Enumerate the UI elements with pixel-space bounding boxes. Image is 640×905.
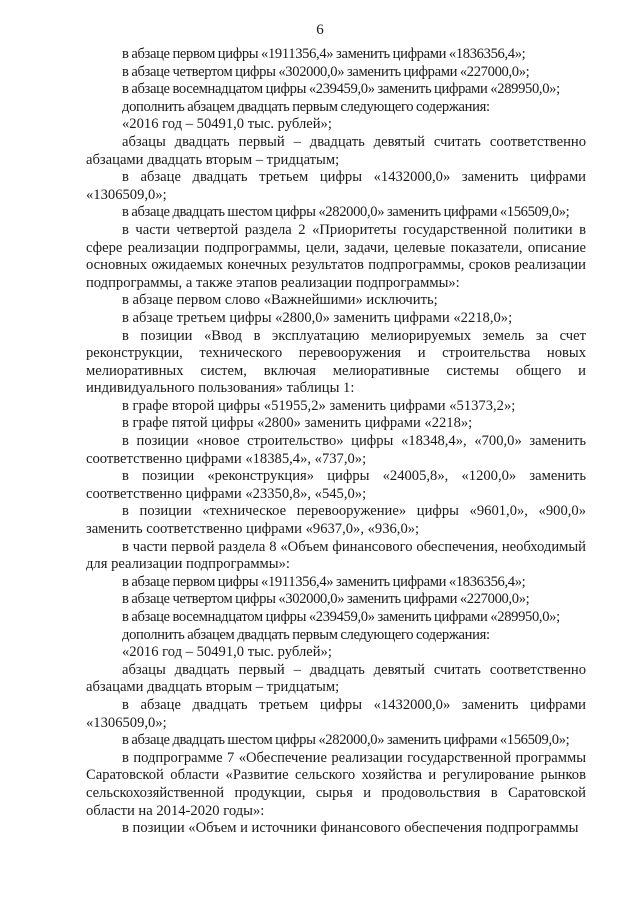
paragraph-13: в графе второй цифры «51955,2» заменить цифрами «51373,2»; (122, 397, 516, 414)
paragraph-22: дополнить абзацем двадцать первым следующего содержания: (122, 626, 490, 643)
paragraph-20: в абзаце четвертом цифры «302000,0» заменить цифрами «227000,0»; (122, 591, 530, 608)
paragraph-15: в позиции «новое строительство» цифры «18348,4», «700,0» заменить соответственно цифрами «18385,4», «737,0»; (86, 433, 586, 467)
paragraph-1: в абзаце первом цифры «1911356,4» заменить цифрами «1836356,4»; (122, 46, 526, 62)
paragraph-16: в позиции «реконструкция» цифры «24005,8», «1200,0» заменить соответственно цифрами «23350,8», «545,0»; (86, 468, 586, 502)
paragraph-26: в абзаце двадцать шестом цифры «282000,0» заменить цифрами «156509,0»; (122, 732, 570, 749)
paragraph-6: абзацы двадцать первый – двадцать девятый считать соответственно абзацами двадцать вторым – тридцатым; (86, 133, 586, 168)
paragraph-18: в части первой раздела 8 «Объем финансового обеспечения, необходимый для реализации подпрограммы»: (86, 538, 586, 573)
paragraph-11: в абзаце третьем цифры «2800,0» заменить цифрами «2218,0»; (122, 309, 513, 326)
paragraph-9: в части четвертой раздела 2 «Приоритеты государственной политики в сфере реализации подпрограммы, цели, задачи, целевые показатели, описание основных ожидаемых конечных результатов подпрограммы, сроков реализации подпрограммы, а также этапов реализации подпрограммы»: (86, 221, 586, 291)
paragraph-8: в абзаце двадцать шестом цифры «282000,0» заменить цифрами «156509,0»; (122, 204, 570, 221)
paragraph-24: абзацы двадцать первый – двадцать девятый считать соответственно абзацами двадцать вторым – тридцатым; (86, 661, 586, 696)
paragraph-28: в позиции «Объем и источники финансового обеспечения подпрограммы (122, 820, 579, 837)
page-number: 6 (316, 22, 324, 38)
paragraph-3: в абзаце восемнадцатом цифры «239459,0» заменить цифрами «289950,0»; (122, 81, 560, 98)
paragraph-14: в графе пятой цифры «2800» заменить цифрами «2218»; (122, 415, 473, 432)
paragraph-23: «2016 год – 50491,0 тыс. рублей»; (122, 644, 332, 661)
paragraph-12: в позиции «Ввод в эксплуатацию мелиорируемых земель за счет реконструкции, технического перевооружения и строительства новых мелиоративных систем, включая мелиоративные системы общего и индивидуального пользования» таблицы 1: (86, 327, 586, 397)
paragraph-10: в абзаце первом слово «Важнейшими» исключить; (122, 292, 438, 309)
document-body (86, 46, 586, 838)
paragraph-27: в подпрограмме 7 «Обеспечение реализации государственной программы Саратовской области «Развитие сельского хозяйства и регулирование рынков сельскохозяйственной продукции, сырья и продовольствия в Саратовской области на 2014-2020 годы»: (86, 749, 586, 819)
paragraph-25: в абзаце двадцать третьем цифры «1432000,0» заменить цифрами «1306509,0»; (86, 696, 586, 731)
paragraph-5: «2016 год – 50491,0 тыс. рублей»; (122, 116, 332, 133)
paragraph-4: дополнить абзацем двадцать первым следующего содержания: (122, 98, 490, 115)
paragraph-2: в абзаце четвертом цифры «302000,0» заменить цифрами «227000,0»; (122, 63, 530, 80)
paragraph-17: в позиции «техническое перевооружение» цифры «9601,0», «900,0» заменить соответственно цифрами «9637,0», «936,0»; (86, 503, 586, 538)
paragraph-19: в абзаце первом цифры «1911356,4» заменить цифрами «1836356,4»; (122, 573, 526, 590)
paragraph-21: в абзаце восемнадцатом цифры «239459,0» заменить цифрами «289950,0»; (122, 609, 560, 625)
paragraph-7: в абзаце двадцать третьем цифры «1432000,0» заменить цифрами «1306509,0»; (86, 169, 586, 203)
